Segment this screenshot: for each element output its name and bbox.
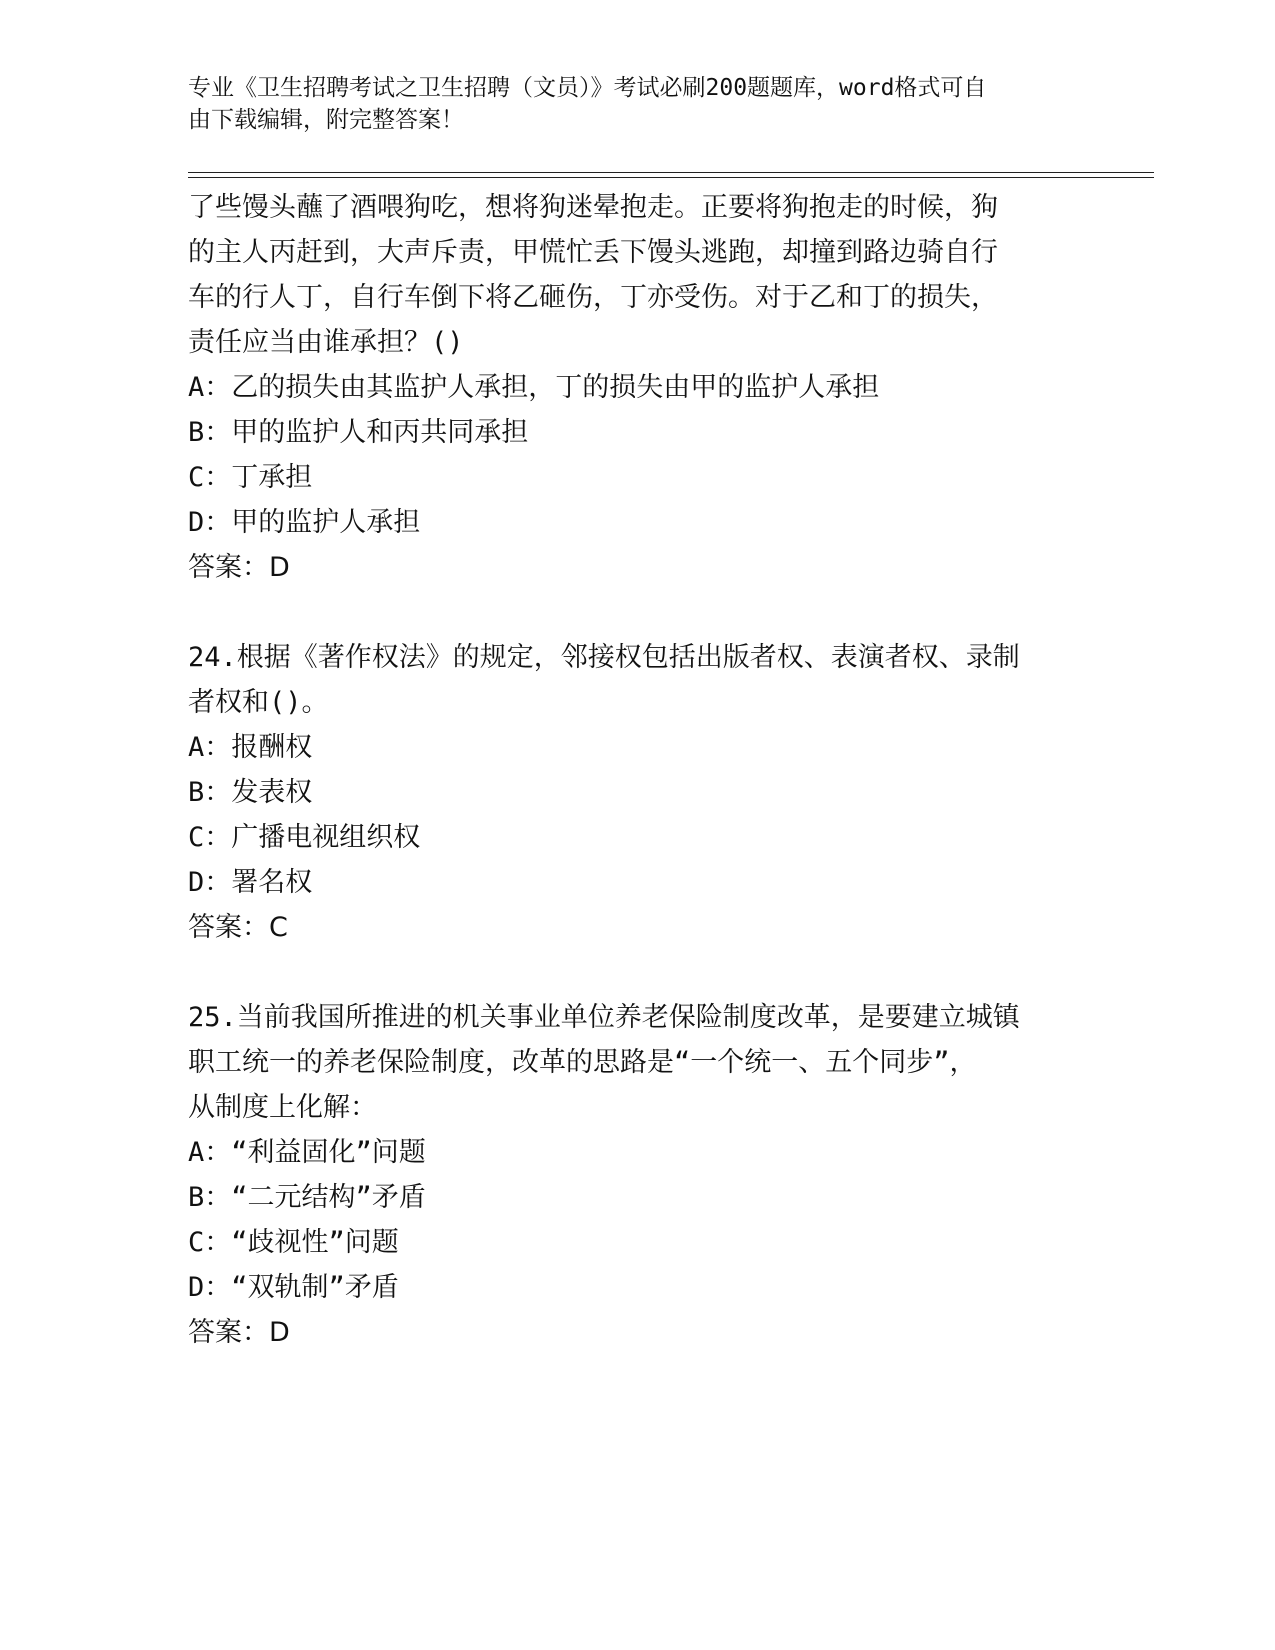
option-d: D：“双轨制”矛盾	[188, 1272, 399, 1303]
question-text-line: 从制度上化解：	[188, 1092, 377, 1123]
answer: 答案：D	[188, 552, 290, 583]
header-rule-top	[188, 172, 1154, 173]
answer: 答案：D	[188, 1317, 290, 1348]
option-c: C：丁承担	[188, 462, 313, 493]
option-b: B：甲的监护人和丙共同承担	[188, 417, 529, 448]
option-c: C：广播电视组织权	[188, 822, 421, 853]
header-line-2: 由下载编辑，附完整答案！	[188, 107, 464, 133]
option-a: A：“利益固化”问题	[188, 1137, 426, 1168]
option-d: D：署名权	[188, 867, 313, 898]
header-line-1: 专业《卫生招聘考试之卫生招聘（文员）》考试必刷200题题库，word格式可自	[188, 75, 987, 101]
option-b: B：发表权	[188, 777, 313, 808]
question-text-line: 车的行人丁，自行车倒下将乙砸伤，丁亦受伤。对于乙和丁的损失，	[188, 282, 998, 313]
answer: 答案：C	[188, 912, 288, 943]
option-d: D：甲的监护人承担	[188, 507, 421, 538]
question-text-line: 25.当前我国所推进的机关事业单位养老保险制度改革，是要建立城镇	[188, 1002, 1020, 1033]
question-text-line: 者权和()。	[188, 687, 329, 718]
header-rule-bottom	[188, 177, 1154, 178]
option-c: C：“歧视性”问题	[188, 1227, 399, 1258]
question-text-line: 的主人丙赶到，大声斥责，甲慌忙丢下馒头逃跑，却撞到路边骑自行	[188, 237, 998, 268]
question-text-line: 了些馒头蘸了酒喂狗吃，想将狗迷晕抱走。正要将狗抱走的时候，狗	[188, 192, 998, 223]
question-text-line: 责任应当由谁承担？()	[188, 327, 464, 358]
option-a: A：报酬权	[188, 732, 313, 763]
option-a: A：乙的损失由其监护人承担，丁的损失由甲的监护人承担	[188, 372, 880, 403]
question-text-line: 职工统一的养老保险制度，改革的思路是“一个统一、五个同步”，	[188, 1047, 977, 1078]
option-b: B：“二元结构”矛盾	[188, 1182, 426, 1213]
question-text-line: 24.根据《著作权法》的规定，邻接权包括出版者权、表演者权、录制	[188, 642, 1020, 673]
